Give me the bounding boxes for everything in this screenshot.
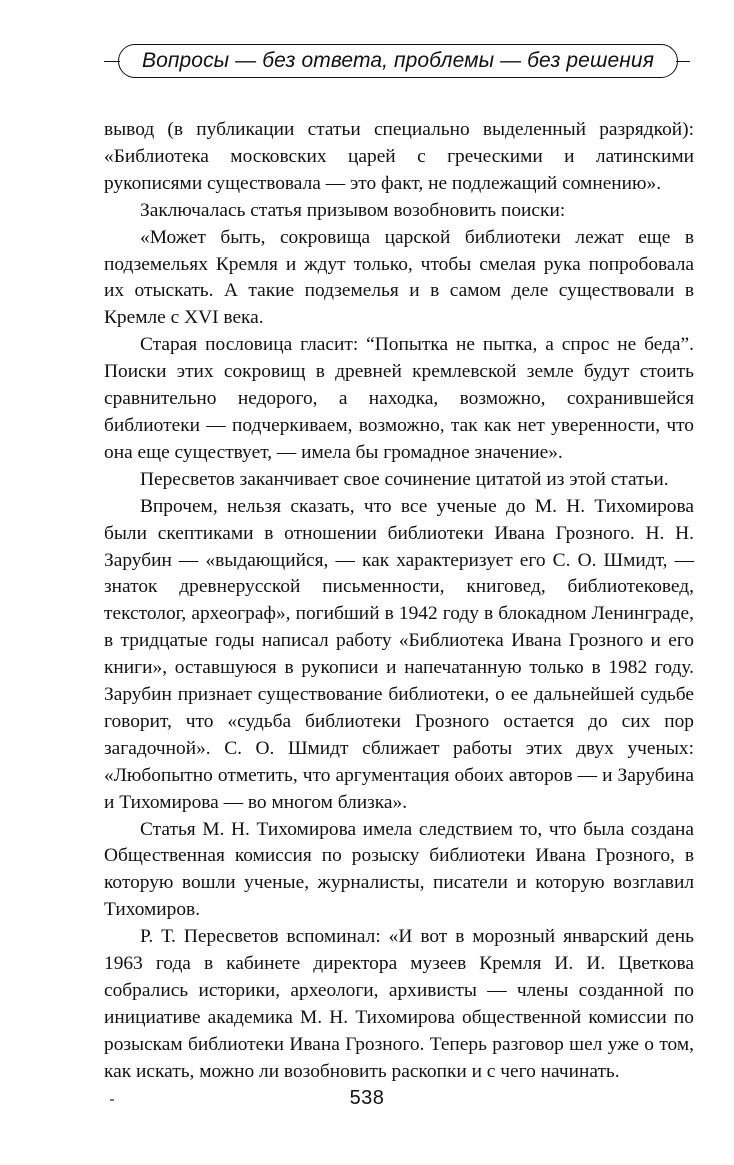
running-header-title: Вопросы — без ответа, проблемы — без решения [141, 49, 655, 72]
paragraph-7: Статья М. Н. Тихомирова имела следствием то, что была создана Общественная комиссия по розыску библиотеки Ивана Грозного, в которую вошли ученые, журналисты, писатели и которую возглавил Тихомиров. [104, 818, 694, 921]
paragraph-4: Старая пословица гласит: “Попытка не пытка, а спрос не беда”. Поиски этих сокровищ в древней кремлевской земле будут стоить сравнительно недорого, а находка, возможно, сохранившейся библиотеки — подчеркиваем, возможно, так как нет уверенности, что она еще существует, — имела бы громадное значение». [104, 334, 694, 463]
header-frame [118, 44, 678, 78]
paragraph-3: «Может быть, сокровища царской библиотеки лежат еще в подземельях Кремля и ждут только, чтобы смелая рука попробовала их отыскать. А такие подземелья и в самом деле существовали в Кремле с XVI века. [104, 226, 694, 329]
paragraph-5: Пересветов заканчивает свое сочинение цитатой из этой статьи. [140, 468, 669, 490]
paragraph-2: Заключалась статья призывом возобновить поиски: [140, 199, 566, 221]
paragraph-1: вывод (в публикации статьи специально выделенный разрядкой): «Библиотека московских царей с греческими и латинскими рукописями существовала — это факт, не подлежащий сомнению». [104, 119, 694, 194]
header-rule-right [676, 61, 690, 62]
paragraph-6: Впрочем, нельзя сказать, что все ученые до М. Н. Тихомирова были скептиками в отношении библиотеки Ивана Грозного. Н. Н. Зарубин — «выдающийся, — как характеризует его С. О. Шмидт, — знаток древнерусской письменности, книговед, библиотековед, текстолог, археограф», погибший в 1942 году в блокадном Ленинграде, в тридцатые годы написал работу «Библиотека Ивана Грозного и его книги», оставшуюся в рукописи и напечатанную только в 1982 году. Зарубин признает существование библиотеки, о ее дальнейшей судьбе говорит, что «судьба библиотеки Грозного остается до сих пор загадочной». С. О. Шмидт сближает работы этих двух ученых: «Любопытно отметить, что аргументация обоих авторов — и Зарубина и Тихомирова — во многом близка». [104, 495, 694, 813]
body-text [104, 117, 694, 1086]
running-header [104, 40, 690, 82]
page-number: 538 [349, 1087, 385, 1109]
paragraph-8: Р. Т. Пересветов вспоминал: «И вот в морозный январский день 1963 года в кабинете директора музеев Кремля И. И. Цветкова собрались историки, археологи, архивисты — члены созданной по инициативе академика М. Н. Тихомирова общественной комиссии по розыскам библиотеки Ивана Грозного. Теперь разговор шел уже о том, как искать, можно ли возобновить раскопки и с чего начинать. [104, 926, 694, 1082]
